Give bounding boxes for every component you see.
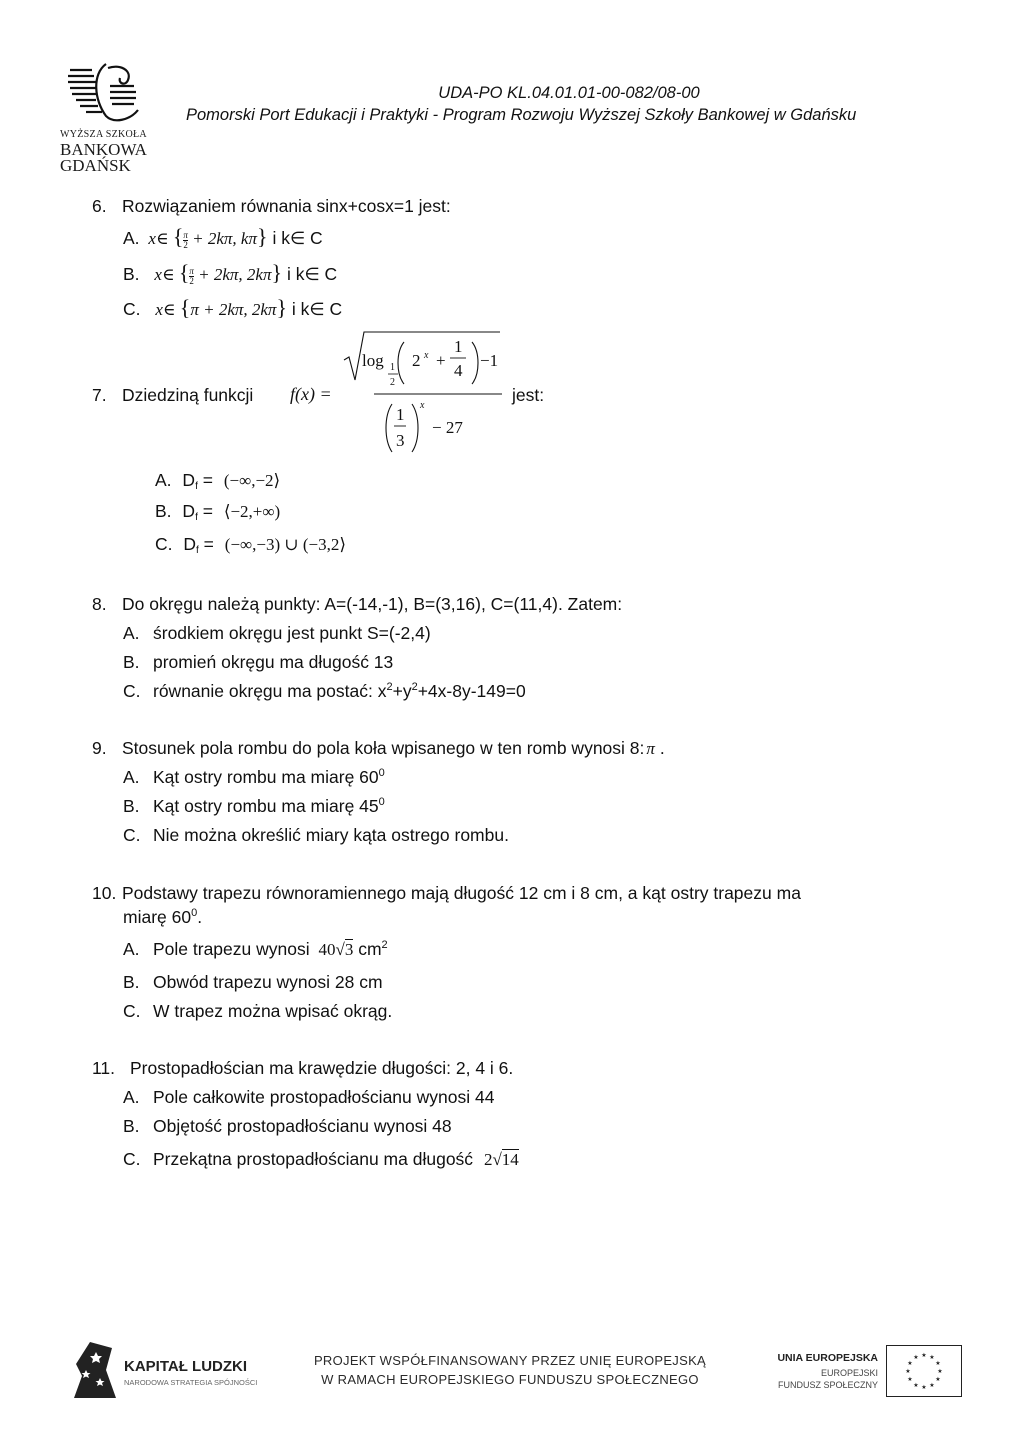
q8-option-b xyxy=(123,651,393,673)
q11-option-c xyxy=(123,1148,519,1171)
question-6 xyxy=(92,195,451,217)
option-label: A. xyxy=(155,470,172,490)
option-text: Nie można określić miary kąta ostrego rombu. xyxy=(153,825,509,845)
q6-option-b xyxy=(123,262,337,286)
option-math: (−∞,−2⟩ xyxy=(223,471,281,490)
option-text: Przekątna prostopadłościanu ma długość xyxy=(153,1149,474,1169)
domain-symbol: D xyxy=(182,470,196,490)
question-number: 6. xyxy=(92,196,107,216)
header-code: UDA-PO KL.04.01.01-00-082/08-00 xyxy=(438,84,700,102)
svg-text:★: ★ xyxy=(937,1368,943,1375)
q10-option-b xyxy=(123,971,383,993)
q6-option-c xyxy=(123,297,342,321)
svg-text:★: ★ xyxy=(935,1376,941,1383)
option-label: B. xyxy=(123,652,140,672)
question-text: Dziedziną funkcji xyxy=(122,385,254,405)
option-math: (−∞,−3) ∪ (−3,2⟩ xyxy=(224,535,347,554)
option-label: C. xyxy=(123,681,141,701)
q6-option-a xyxy=(123,226,323,250)
option-label: B. xyxy=(123,1116,140,1136)
svg-text:2: 2 xyxy=(412,351,421,370)
option-math: x∈ { $\frac{\pi}{2}$ + 2kπ, 2kπ} xyxy=(154,260,283,286)
logo-line-2: BANKOWA xyxy=(60,140,147,159)
option-text: promień okręgu ma długość 13 xyxy=(153,652,394,672)
q11-option-b xyxy=(123,1115,452,1137)
option-math: ⟨−2,+∞) xyxy=(223,502,281,521)
option-label: B. xyxy=(155,501,172,521)
svg-text:3: 3 xyxy=(396,431,405,450)
domain-subscript: f xyxy=(196,545,199,556)
option-text: Pole całkowite prostopadłościanu wynosi 44 xyxy=(153,1087,495,1107)
header-subtitle: Pomorski Port Edukacji i Praktyki - Program Rozwoju Wyższej Szkoły Bankowej w Gdańsku xyxy=(186,106,857,124)
kapital-ludzki-logo xyxy=(72,1340,272,1400)
option-text: równanie okręgu ma postać: x xyxy=(153,681,387,701)
svg-text:1: 1 xyxy=(454,337,463,356)
option-tail: i k∈ C xyxy=(272,228,323,248)
question-8 xyxy=(92,593,622,615)
eu-line-1: UNIA EUROPEJSKA xyxy=(777,1352,878,1364)
question-number: 8. xyxy=(92,594,107,614)
kapital-ludzki-icon xyxy=(72,1340,118,1400)
svg-text:x: x xyxy=(420,400,425,411)
option-math: 2√14 xyxy=(483,1150,519,1169)
option-text: Objętość prostopadłościanu wynosi 48 xyxy=(153,1116,452,1136)
option-label: A. xyxy=(123,939,140,959)
svg-text:−1: −1 xyxy=(480,351,499,370)
svg-text:x: x xyxy=(424,350,429,361)
option-label: C. xyxy=(123,1001,141,1021)
svg-text:★: ★ xyxy=(913,1382,919,1389)
question-text: Stosunek pola rombu do pola koła wpisanego w ten romb wynosi 8: xyxy=(122,738,645,758)
question-tail: jest: xyxy=(512,385,545,405)
option-label: A. xyxy=(123,767,140,787)
equals: = xyxy=(203,534,214,554)
q11-option-a xyxy=(123,1086,494,1108)
eu-flag xyxy=(886,1345,962,1397)
q9-option-c xyxy=(123,824,509,846)
eu-line-2: EUROPEJSKI xyxy=(820,1368,878,1378)
svg-text:★: ★ xyxy=(929,1354,935,1361)
equals: = xyxy=(202,470,213,490)
question-9: 9. Stosunek pola rombu do pola koła wpisanego w ten romb wynosi 8: π . xyxy=(92,738,665,758)
svg-text:★: ★ xyxy=(913,1354,919,1361)
footer-center-2: W RAMACH EUROPEJSKIEGO FUNDUSZU SPOŁECZNEGO xyxy=(321,1372,699,1387)
question-10 xyxy=(92,882,801,904)
kl-subtitle: NARODOWA STRATEGIA SPÓJNOŚCI xyxy=(124,1378,258,1387)
option-text: W trapez można wpisać okrąg. xyxy=(153,1001,393,1021)
q7-option-b xyxy=(155,500,280,523)
q8-option-c: C. równanie okręgu ma postać: $x^2+y^2+4x-8y-149=0$ xyxy=(123,681,526,701)
domain-symbol: D xyxy=(182,501,196,521)
option-label: C. xyxy=(123,299,141,319)
svg-text:★: ★ xyxy=(921,1352,927,1359)
svg-text:★: ★ xyxy=(907,1376,913,1383)
option-math: x∈ { $\frac{\pi}{2}$ + 2kπ, kπ} xyxy=(148,224,268,250)
svg-text:★: ★ xyxy=(905,1368,911,1375)
option-text: środkiem okręgu jest punkt S=(-2,4) xyxy=(153,623,431,643)
q7-option-a xyxy=(155,469,280,492)
svg-text:★: ★ xyxy=(929,1382,935,1389)
svg-text:★: ★ xyxy=(921,1384,927,1391)
option-math: x∈ {π + 2kπ, 2kπ} xyxy=(155,295,288,320)
svg-text:1: 1 xyxy=(396,405,405,424)
option-text: Kąt ostry rombu ma miarę 60 xyxy=(153,767,379,787)
footer-center-1: PROJEKT WSPÓŁFINANSOWANY PRZEZ UNIĘ EUROPEJSKĄ xyxy=(313,1353,707,1368)
option-text: Pole trapezu wynosi xyxy=(153,939,310,959)
option-label: A. xyxy=(123,228,140,248)
question-11 xyxy=(92,1057,513,1079)
svg-text:4: 4 xyxy=(454,361,463,380)
question-number: 9. xyxy=(92,738,107,758)
option-label: B. xyxy=(123,264,140,284)
option-label: A. xyxy=(123,1087,140,1107)
option-label: C. xyxy=(155,534,173,554)
q7-option-c xyxy=(155,533,346,556)
q9-option-a: A. Kąt ostry rombu ma miarę $60^0$ xyxy=(123,767,385,787)
pi-symbol: π xyxy=(646,739,655,758)
question-10-cont: miarę $60^0$. xyxy=(123,907,203,927)
q10-option-a: A. Pole trapezu wynosi 40√3 $cm^2$ xyxy=(123,939,388,959)
question-7 xyxy=(92,384,253,406)
option-label: C. xyxy=(123,1149,141,1169)
option-tail: i k∈ C xyxy=(291,299,343,319)
question-text: Podstawy trapezu równoramiennego mają długość 12 cm i 8 cm, a kąt ostry trapezu ma xyxy=(122,883,801,903)
option-text: Obwód trapezu wynosi 28 cm xyxy=(153,972,383,992)
svg-text:★: ★ xyxy=(907,1360,913,1367)
eu-line-3: FUNDUSZ SPOŁECZNY xyxy=(777,1380,878,1390)
svg-text:★: ★ xyxy=(935,1360,941,1367)
question-number: 11. xyxy=(92,1058,116,1078)
logo-line-3: GDAŃSK xyxy=(60,156,131,175)
kl-title: KAPITAŁ LUDZKI xyxy=(124,1358,248,1375)
option-math: 40√3 xyxy=(318,940,354,959)
q10-option-c xyxy=(123,1000,392,1022)
question-text: Prostopadłościan ma krawędzie długości: 2, 4 i 6. xyxy=(130,1058,514,1078)
equals: = xyxy=(202,501,213,521)
eu-stars-icon xyxy=(887,1346,961,1396)
question-number: 7. xyxy=(92,385,107,405)
option-text: Kąt ostry rombu ma miarę 45 xyxy=(153,796,379,816)
svg-text:log: log xyxy=(362,351,384,370)
option-label: B. xyxy=(123,796,140,816)
svg-text:− 27: − 27 xyxy=(432,418,463,437)
q8-option-a xyxy=(123,622,431,644)
option-label: A. xyxy=(123,623,140,643)
question-number: 10. xyxy=(92,883,117,903)
logo-line-1: WYŻSZA SZKOŁA xyxy=(60,129,147,140)
function-name: f(x) = xyxy=(290,384,332,404)
domain-subscript: f xyxy=(195,512,198,523)
domain-subscript: f xyxy=(195,481,198,492)
school-logo xyxy=(60,60,147,175)
option-label: B. xyxy=(123,972,140,992)
q9-option-b: B. Kąt ostry rombu ma miarę $45^0$ xyxy=(123,796,385,816)
svg-text:+: + xyxy=(436,351,446,370)
question-text: Rozwiązaniem równania sinx+cosx=1 jest: xyxy=(122,196,451,216)
svg-text:2: 2 xyxy=(390,377,395,388)
option-label: C. xyxy=(123,825,141,845)
domain-symbol: D xyxy=(183,534,197,554)
domain-formula xyxy=(340,330,510,460)
svg-text:1: 1 xyxy=(390,362,395,373)
option-tail: i k∈ C xyxy=(286,264,338,284)
question-text: Do okręgu należą punkty: A=(-14,-1), B=(3,16), C=(11,4). Zatem: xyxy=(122,594,623,614)
